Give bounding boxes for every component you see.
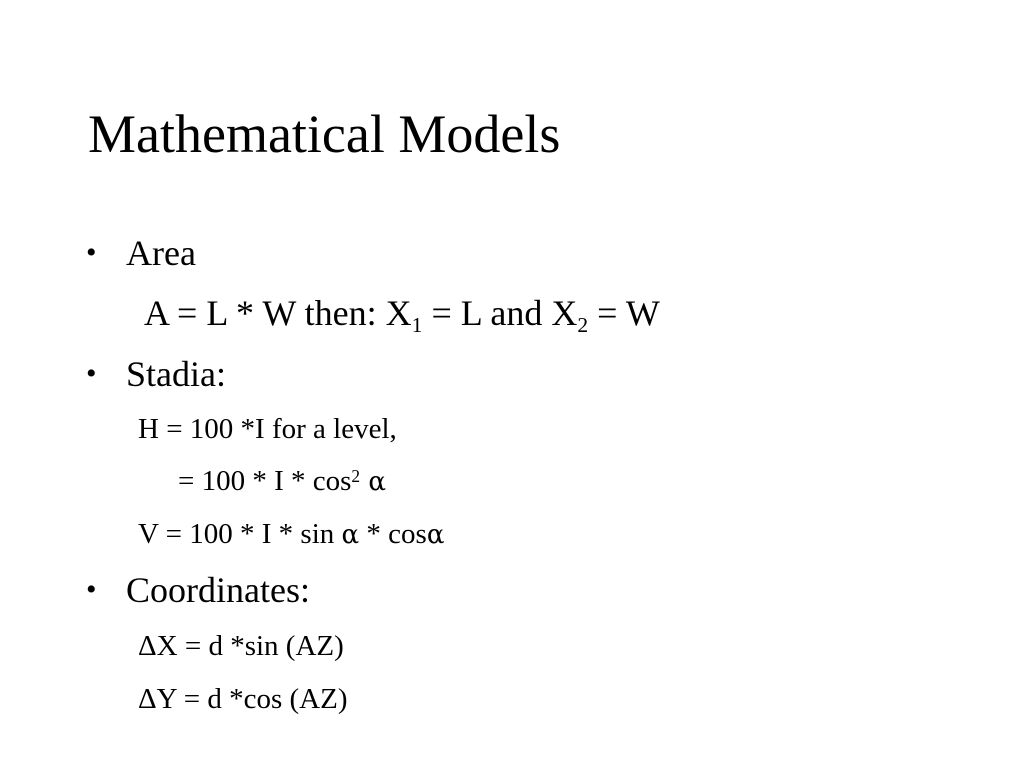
stadia-line-3 [138,516,444,553]
area-formula-main: A = L * W then: X [144,293,412,333]
stadia-line-2-main: = 100 * I * cos [178,465,352,497]
slide-title: Mathematical Models [88,104,561,164]
coordinates-line-2: ΔY = d *cos (AZ) [138,683,348,715]
stadia-line-1: H = 100 *I for a level, [138,413,397,445]
area-heading: Area [126,233,196,273]
bullet-area: • [86,236,97,269]
coordinates-line-1: ΔX = d *sin (AZ) [138,630,344,662]
stadia-line-2 [178,463,386,500]
alpha-symbol: α [426,520,445,550]
stadia-line-2-superscript: 2 [351,466,361,487]
area-formula [144,292,660,337]
stadia-line-3-a: V = 100 * I * sin [138,518,342,550]
area-subscript-1: 1 [411,312,423,337]
bullet-stadia: • [86,357,97,390]
stadia-heading: Stadia: [126,354,226,394]
area-formula-mid: = L and X [422,293,578,333]
stadia-line-3-b: * cos [359,518,427,550]
bullet-coordinates: • [86,573,97,606]
alpha-symbol: α [341,520,360,550]
area-formula-end: = W [588,293,660,333]
area-subscript-2: 2 [577,312,589,337]
coordinates-heading: Coordinates: [126,570,310,610]
alpha-symbol: α [360,467,387,497]
